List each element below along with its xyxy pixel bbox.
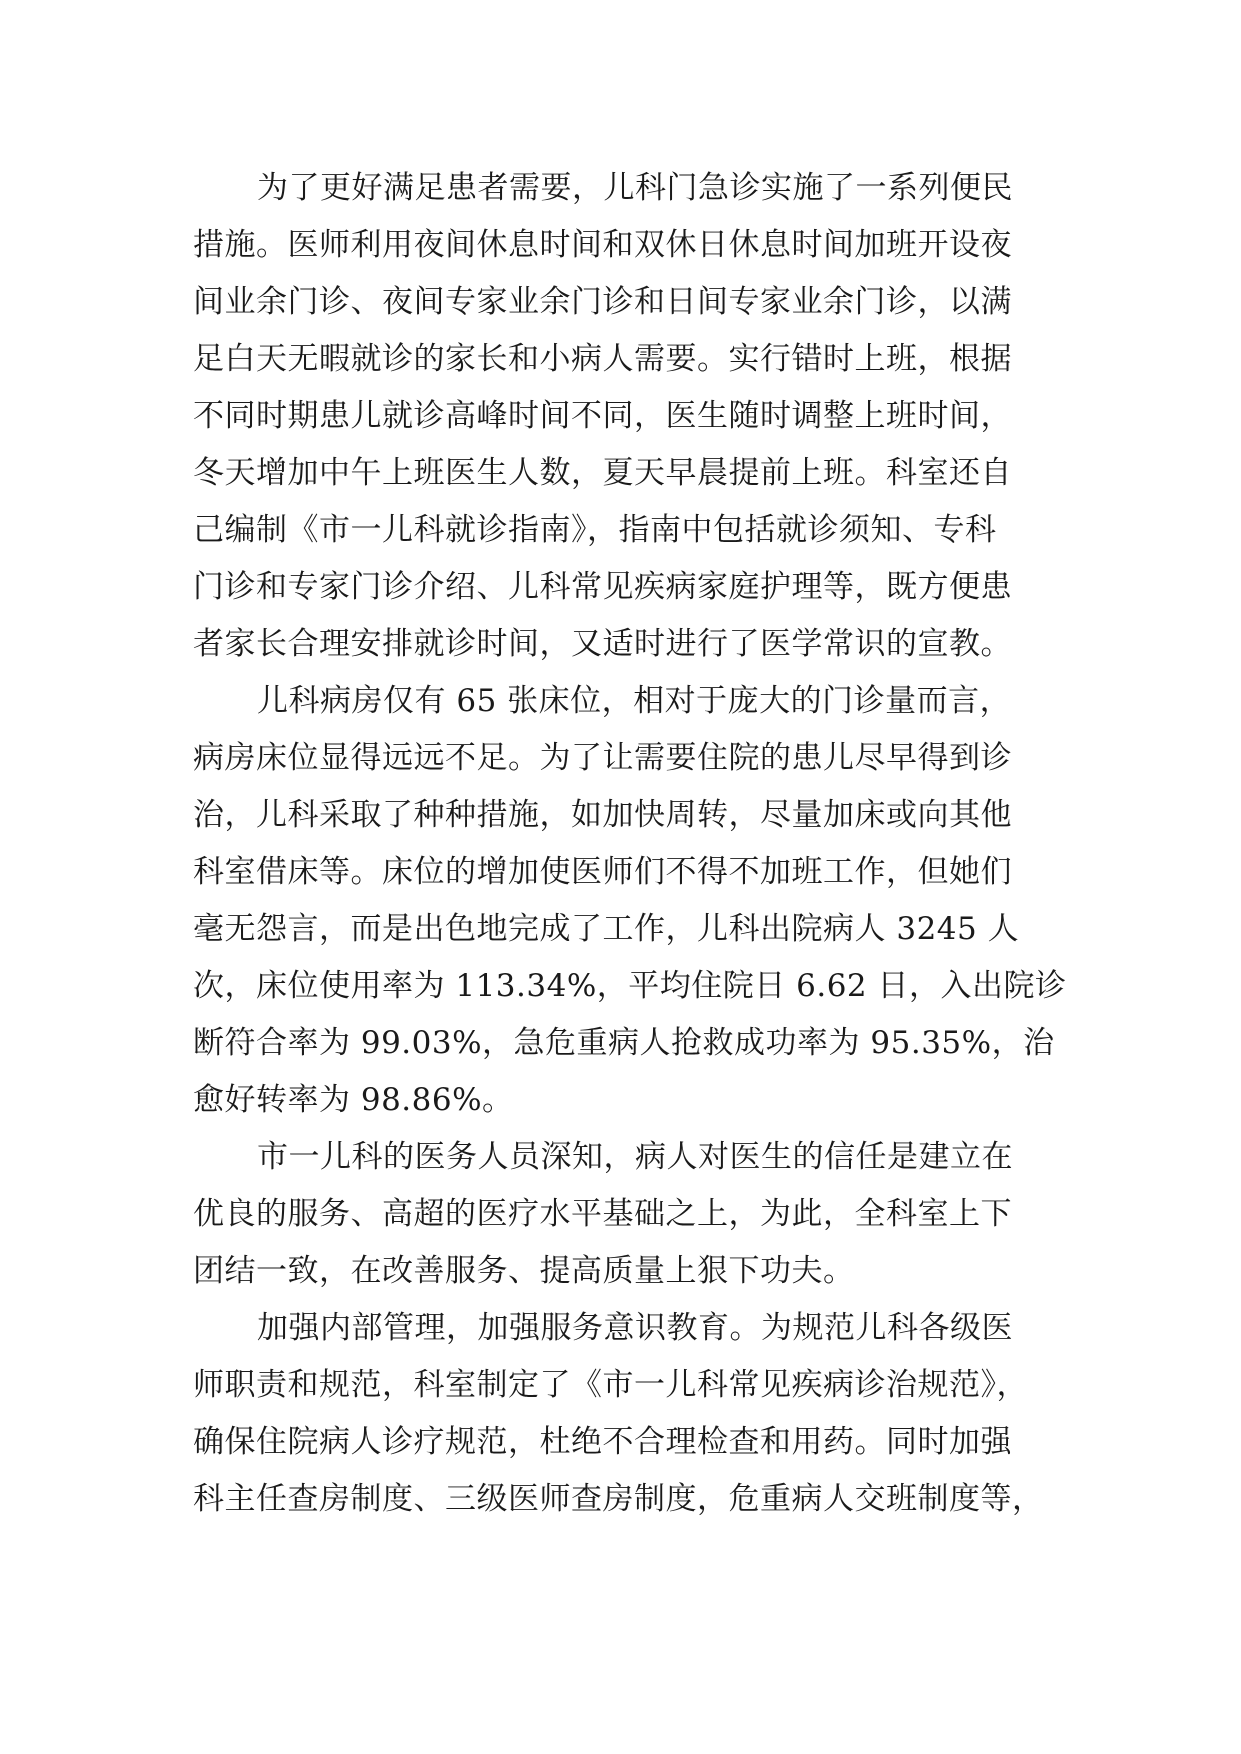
paragraph-line: 为了更好满足患者需要，儿科门急诊实施了一系列便民 bbox=[257, 170, 1013, 206]
paragraph-line: 加强内部管理，加强服务意识教育。为规范儿科各级医 bbox=[257, 1310, 1013, 1346]
paragraph-line: 措施。医师利用夜间休息时间和双休日休息时间加班开设夜 bbox=[193, 227, 1012, 263]
paragraph-line: 冬天增加中午上班医生人数，夏天早晨提前上班。科室还自 bbox=[193, 455, 1012, 491]
paragraph-line: 市一儿科的医务人员深知，病人对医生的信任是建立在 bbox=[257, 1139, 1013, 1175]
paragraph-line: 足白天无暇就诊的家长和小病人需要。实行错时上班，根据 bbox=[193, 341, 1012, 377]
paragraph-line: 毫无怨言，而是出色地完成了工作，儿科出院病人 3245 人 bbox=[193, 911, 1020, 947]
paragraph-line: 断符合率为 99.03%，急危重病人抢救成功率为 95.35%，治 bbox=[193, 1025, 1055, 1061]
paragraph-line: 确保住院病人诊疗规范，杜绝不合理检查和用药。同时加强 bbox=[193, 1424, 1012, 1460]
paragraph-line: 师职责和规范，科室制定了《市一儿科常见疾病诊治规范》， bbox=[193, 1367, 1028, 1403]
paragraph-line: 科室借床等。床位的增加使医师们不得不加班工作，但她们 bbox=[193, 854, 1012, 890]
paragraph-line: 团结一致，在改善服务、提高质量上狠下功夫。 bbox=[193, 1253, 855, 1289]
paragraph-line: 者家长合理安排就诊时间，又适时进行了医学常识的宣教。 bbox=[193, 626, 1012, 662]
paragraph-line: 治，儿科采取了种种措施，如加快周转，尽量加床或向其他 bbox=[193, 797, 1012, 833]
paragraph-line: 己编制《市一儿科就诊指南》，指南中包括就诊须知、专科 bbox=[193, 512, 997, 548]
paragraph-line: 优良的服务、高超的医疗水平基础之上，为此，全科室上下 bbox=[193, 1196, 1012, 1232]
paragraph-line: 病房床位显得远远不足。为了让需要住院的患儿尽早得到诊 bbox=[193, 740, 1012, 776]
paragraph-line: 门诊和专家门诊介绍、儿科常见疾病家庭护理等，既方便患 bbox=[193, 569, 1012, 605]
paragraph-line: 儿科病房仅有 65 张床位，相对于庞大的门诊量而言， bbox=[257, 683, 1012, 719]
body-text bbox=[193, 160, 1067, 1528]
paragraph-line: 愈好转率为 98.86%。 bbox=[193, 1082, 514, 1118]
paragraph-line: 次，床位使用率为 113.34%，平均住院日 6.62 日，入出院诊 bbox=[193, 968, 1067, 1004]
paragraph-line: 科主任查房制度、三级医师查房制度，危重病人交班制度等， bbox=[193, 1481, 1044, 1517]
paragraph-line: 不同时期患儿就诊高峰时间不同，医生随时调整上班时间， bbox=[193, 398, 1012, 434]
paragraph-line: 间业余门诊、夜间专家业余门诊和日间专家业余门诊，以满 bbox=[193, 284, 1012, 320]
